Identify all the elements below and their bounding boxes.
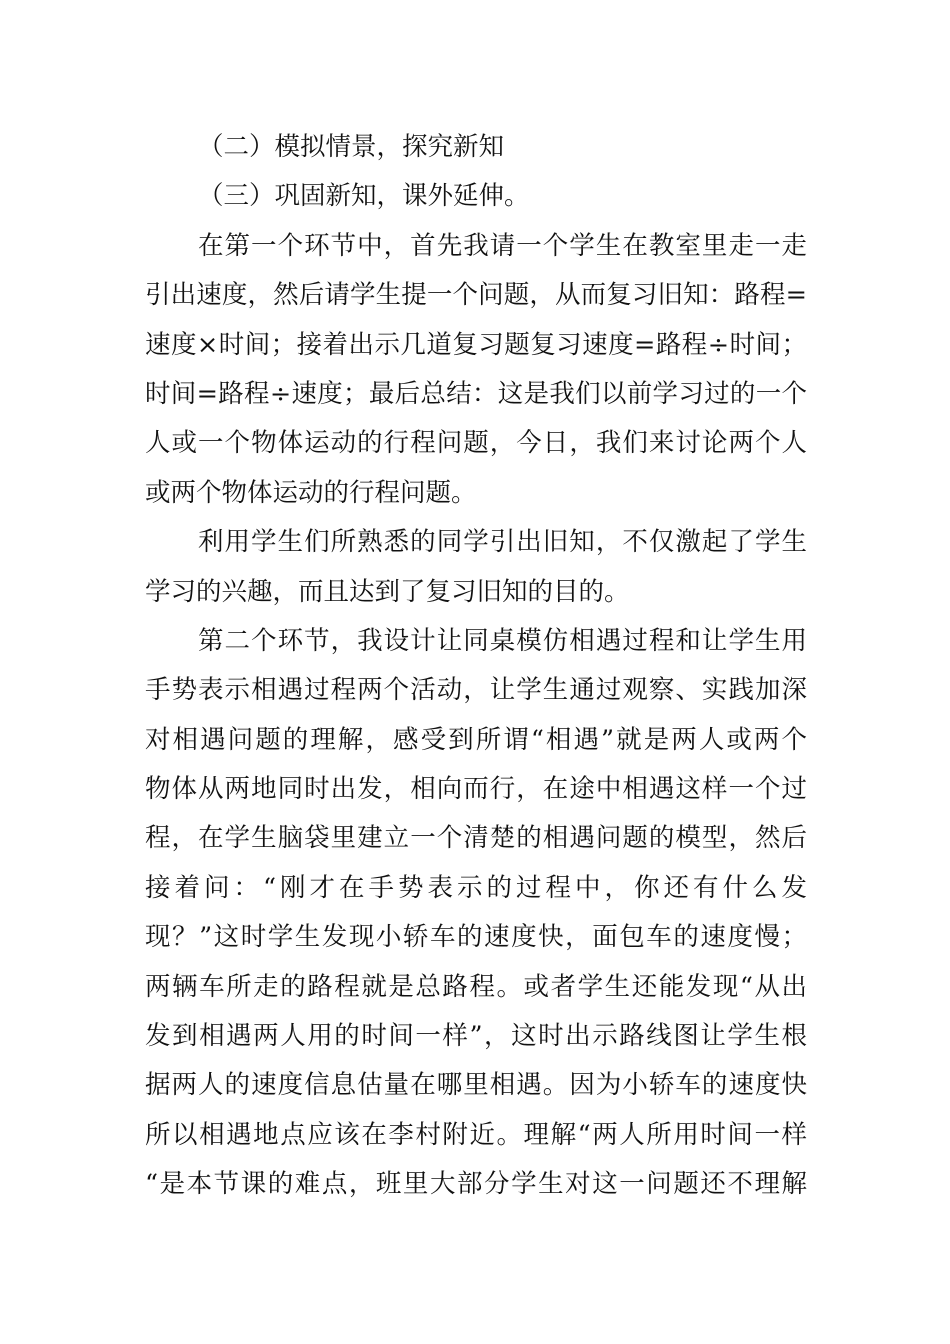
paragraph-line: 学习的兴趣，而且达到了复习旧知的目的。 — [145, 576, 630, 607]
paragraph-line: 人或一个物体运动的行程问题，今日，我们来讨论两个人 — [145, 428, 807, 459]
paragraph-line: 速度×时间；接着出示几道复习题复习速度=路程÷时间； — [145, 329, 807, 360]
paragraph-line: “是本节课的难点，班里大部分学生对这一问题还不理解 — [145, 1169, 807, 1200]
section-heading-2: （二）模拟情景，探究新知 — [198, 132, 505, 162]
paragraph-line: 在第一个环节中，首先我请一个学生在教室里走一走 — [198, 230, 807, 261]
paragraph-line: 引出速度，然后请学生提一个问题，从而复习旧知：路程= — [145, 280, 807, 311]
paragraph-line: 对相遇问题的理解，感受到所谓“相遇”就是两人或两个 — [145, 724, 807, 755]
paragraph-line: 第二个环节，我设计让同桌模仿相遇过程和让学生用 — [198, 625, 807, 656]
paragraph-line: 程，在学生脑袋里建立一个清楚的相遇问题的模型，然后 — [145, 823, 807, 854]
paragraph-line: 据两人的速度信息估量在哪里相遇。因为小轿车的速度快 — [145, 1070, 807, 1101]
paragraph-line: 物体从两地同时出发，相向而行，在途中相遇这样一个过 — [145, 774, 807, 805]
paragraph-line: 时间=路程÷速度；最后总结：这是我们以前学习过的一个 — [145, 378, 807, 409]
paragraph-line: 发到相遇两人用的时间一样”，这时出示路线图让学生根 — [145, 1021, 807, 1052]
paragraph-line: 利用学生们所熟悉的同学引出旧知，不仅激起了学生 — [198, 527, 807, 558]
paragraph-line: 或两个物体运动的行程问题。 — [145, 477, 477, 508]
paragraph-line: 现？”这时学生发现小轿车的速度快，面包车的速度慢； — [145, 922, 807, 953]
paragraph-line: 所以相遇地点应该在李村附近。理解“两人所用时间一样 — [145, 1119, 807, 1150]
paragraph-line: 两辆车所走的路程就是总路程。或者学生还能发现“从出 — [145, 971, 807, 1002]
section-heading-3: （三）巩固新知，课外延伸。 — [198, 181, 530, 212]
paragraph-line: 手势表示相遇过程两个活动，让学生通过观察、实践加深 — [145, 675, 807, 706]
document-body — [145, 123, 807, 1210]
paragraph-line: 接着问：“刚才在手势表示的过程中，你还有什么发 — [145, 872, 807, 903]
